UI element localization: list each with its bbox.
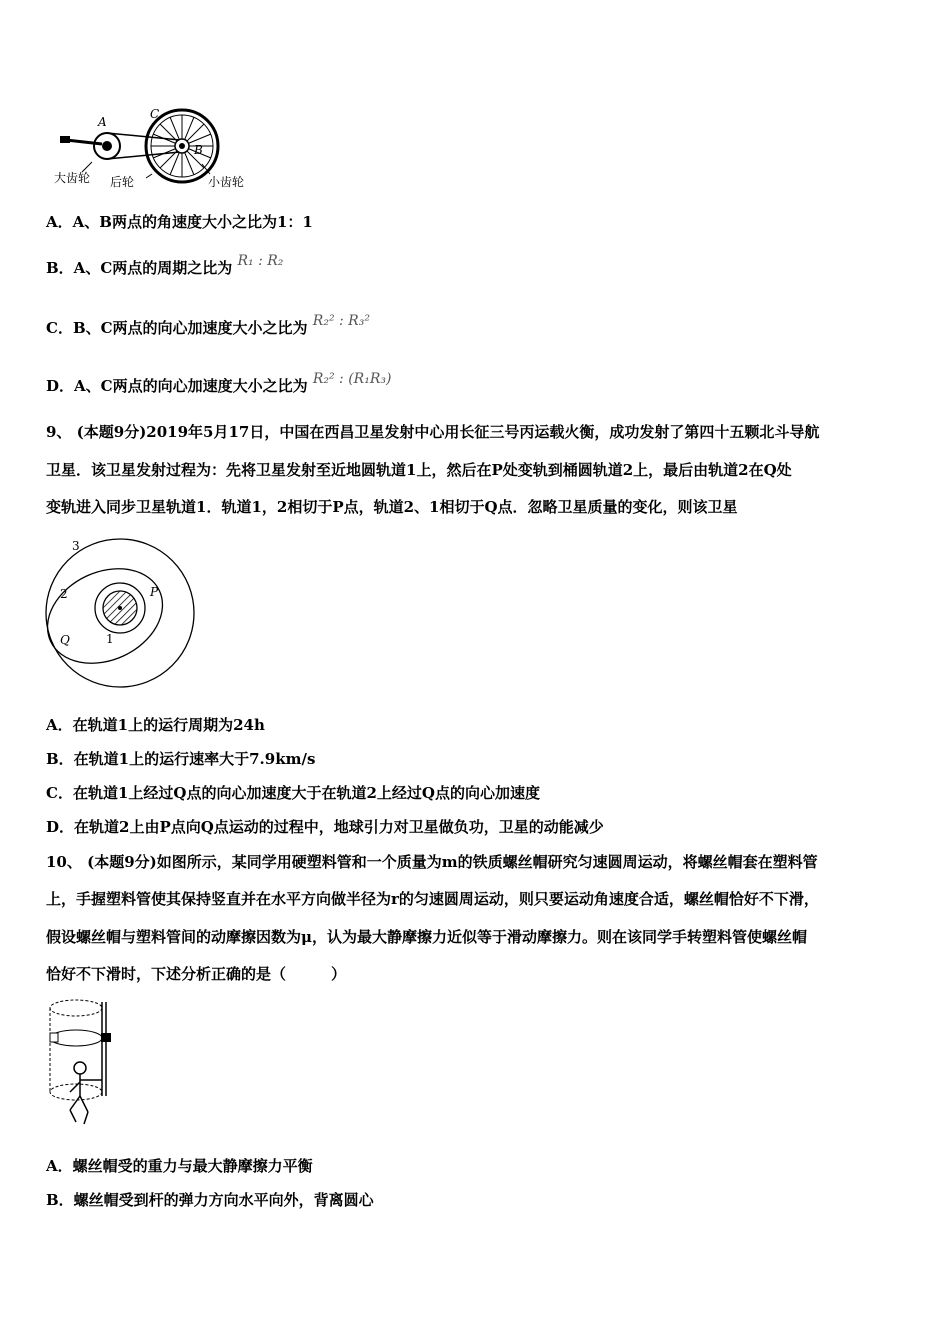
q9-stem-line-3: 变轨进入同步卫星轨道1．轨道1，2相切于P点，轨道2、1相切于Q点．忽略卫星质量的变化，则该卫星 xyxy=(46,498,738,516)
q9-option-c: C．在轨道1上经过Q点的向心加速度大于在轨道2上经过Q点的向心加速度 xyxy=(46,784,540,802)
q8-option-b-text: B．A、C两点的周期之比为 xyxy=(46,259,233,277)
q8-option-c xyxy=(46,313,370,339)
tube-figure xyxy=(46,996,126,1132)
q8-option-d xyxy=(46,371,392,397)
q8-option-b-formula: R₁ : R₂ xyxy=(237,253,284,269)
orbit-label-1: 1 xyxy=(106,632,114,646)
orbit-label-q: Q xyxy=(60,633,70,647)
label-b: B xyxy=(194,143,203,157)
orbit-figure xyxy=(40,536,200,690)
q8-option-b xyxy=(46,253,284,279)
q9-option-d: D．在轨道2上由P点向Q点运动的过程中，地球引力对卫星做负功，卫星的动能减少 xyxy=(46,818,604,836)
q8-option-c-formula: R₂² : R₃² xyxy=(312,313,370,329)
q10-option-a: A．螺丝帽受的重力与最大静摩擦力平衡 xyxy=(46,1157,313,1175)
q10-stem-line-1: 10、 (本题9分)如图所示，某同学用硬塑料管和一个质量为m的铁质螺丝帽研究匀速圆周运动，将螺丝帽套在塑料管 xyxy=(46,853,818,871)
label-c: C xyxy=(150,107,160,121)
q10-stem-line-3: 假设螺丝帽与塑料管间的动摩擦因数为μ，认为最大静摩擦力近似等于滑动摩擦力。则在该同学手转塑料管使螺丝帽 xyxy=(46,928,807,946)
q10-stem-line-2: 上，手握塑料管使其保持竖直并在水平方向做半径为r的匀速圆周运动，则只要运动角速度合适，螺丝帽恰好不下滑， xyxy=(46,890,819,908)
q8-option-c-text: C．B、C两点的向心加速度大小之比为 xyxy=(46,319,308,337)
q10-option-b: B．螺丝帽受到杆的弹力方向水平向外，背离圆心 xyxy=(46,1191,374,1209)
label-small-gear: 小齿轮 xyxy=(208,175,245,189)
label-big-gear: 大齿轮 xyxy=(54,171,91,185)
orbit-label-3: 3 xyxy=(72,539,80,553)
q8-option-d-text: D．A、C两点的向心加速度大小之比为 xyxy=(46,377,308,395)
q9-option-a: A．在轨道1上的运行周期为24h xyxy=(46,716,265,734)
q8-option-d-formula: R₂² : (R₁R₃) xyxy=(312,371,392,387)
q10-stem-line-4: 恰好不下滑时，下述分析正确的是（ ） xyxy=(46,965,347,983)
label-rear-wheel: 后轮 xyxy=(110,175,135,189)
orbit-label-2: 2 xyxy=(60,587,68,601)
label-a: A xyxy=(98,115,107,129)
q9-stem-line-2: 卫星．该卫星发射过程为：先将卫星发射至近地圆轨道1上，然后在P处变轨到桶圆轨道2上，最后由轨道2在Q处 xyxy=(46,461,792,479)
q9-stem-line-1: 9、 (本题9分)2019年5月17日，中国在西昌卫星发射中心用长征三号丙运载火衡，成功发射了第四十五颗北斗导航 xyxy=(46,423,820,441)
orbit-label-p: P xyxy=(150,585,159,599)
q8-option-a: A．A、B两点的角速度大小之比为1：1 xyxy=(46,213,313,231)
bicycle-gear-figure xyxy=(52,104,262,190)
q9-option-b: B．在轨道1上的运行速率大于7.9km/s xyxy=(46,750,316,768)
